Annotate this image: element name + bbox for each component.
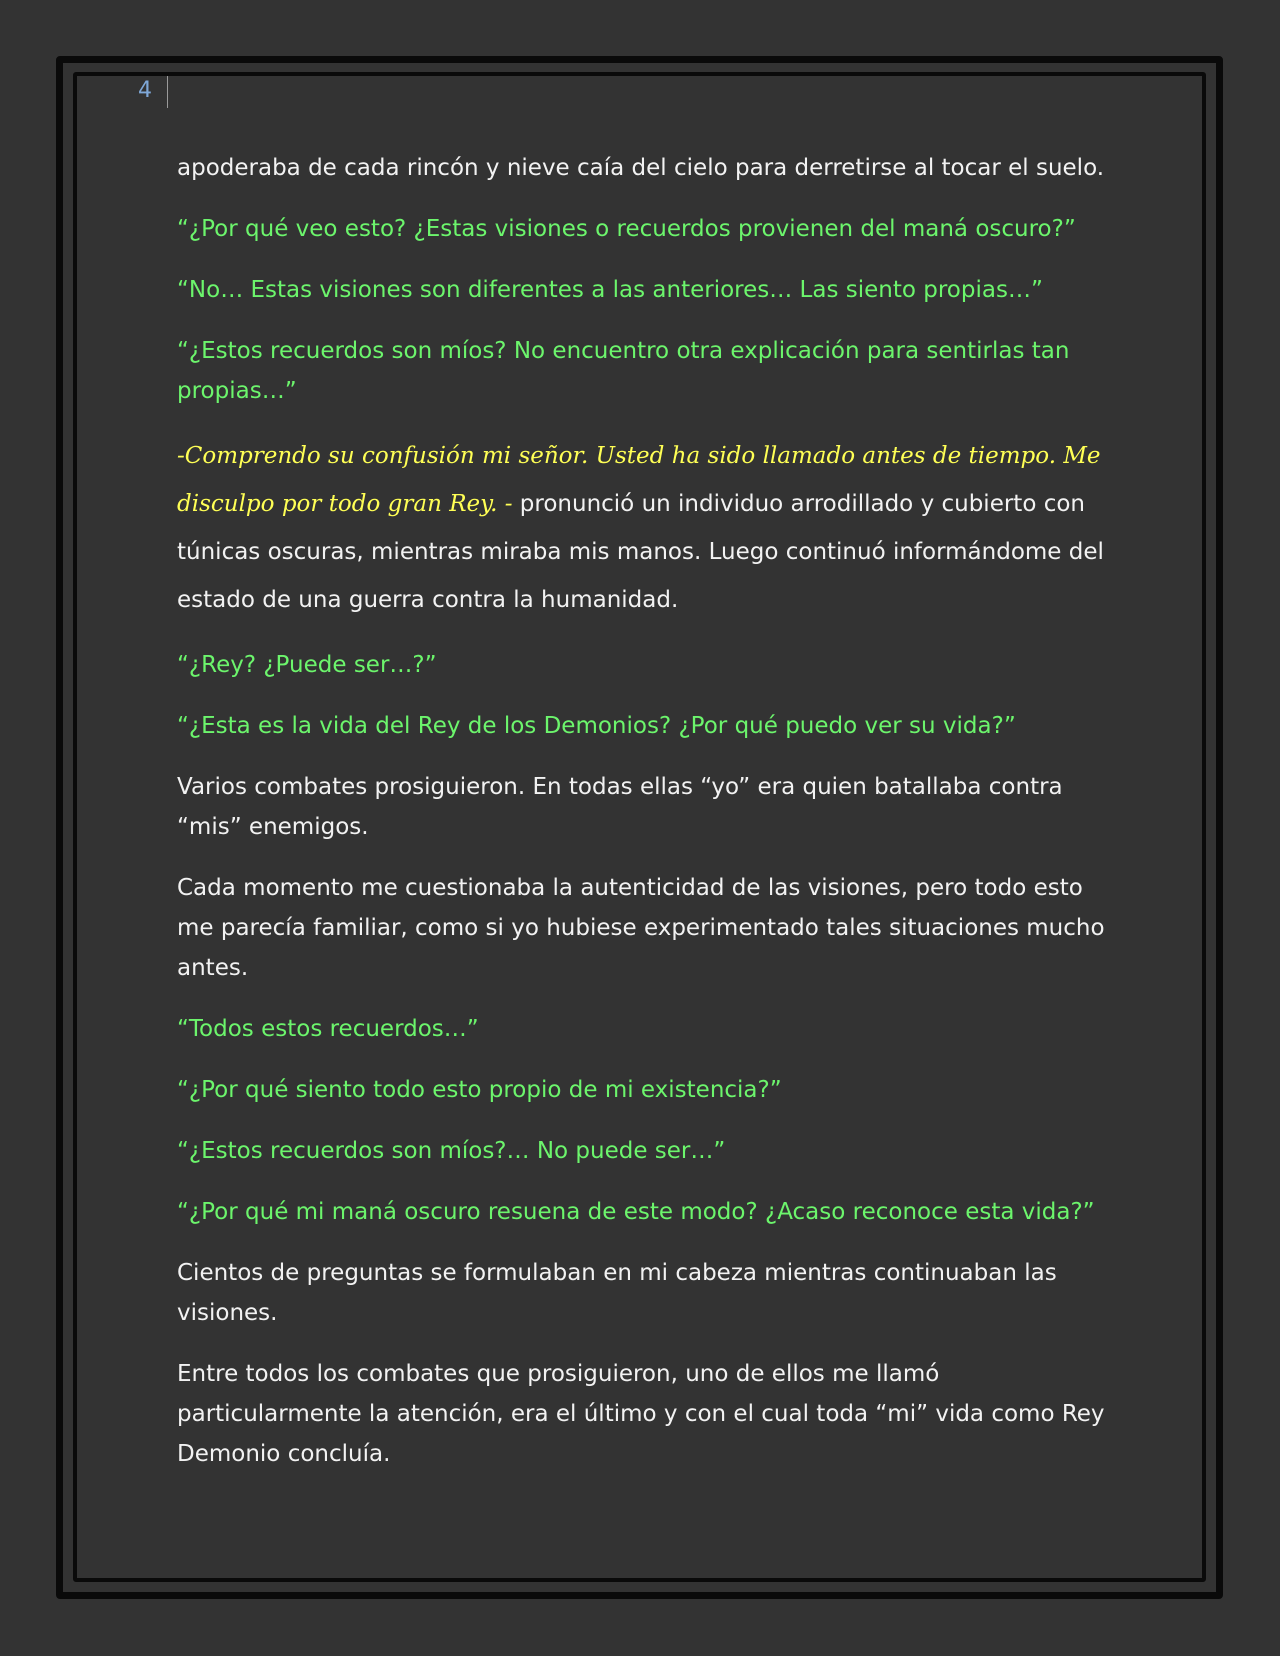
paragraph-narration: Varios combates prosiguieron. En todas ellas “yo” era quien batallaba contra “mis” enemigos. bbox=[177, 774, 1063, 840]
paragraph-thought: “¿Rey? ¿Puede ser…?” bbox=[177, 652, 437, 678]
dialogue-narration: pronunció un individuo arrodillado y cubierto con túnicas oscuras, mientras miraba mis manos. Luego continuó informándome del estado de una guerra contra la humanidad. bbox=[177, 491, 1104, 613]
paragraph-narration: Cientos de preguntas se formulaban en mi cabeza mientras continuaban las visiones. bbox=[177, 1260, 1057, 1326]
paragraph-thought: “¿Estos recuerdos son míos? No encuentro otra explicación para sentirlas tan propias…” bbox=[177, 338, 1070, 404]
page-body bbox=[177, 148, 1107, 1495]
paragraph-thought: “¿Estos recuerdos son míos?… No puede ser…” bbox=[177, 1138, 726, 1164]
paragraph-narration: Cada momento me cuestionaba la autenticidad de las visiones, pero todo esto me parecía familiar, como si yo hubiese experimentado tales situaciones mucho antes. bbox=[177, 875, 1105, 981]
paragraph-dialogue bbox=[177, 432, 1107, 624]
paragraph-thought: “¿Esta es la vida del Rey de los Demonios? ¿Por qué puedo ver su vida?” bbox=[177, 713, 1016, 739]
paragraph-narration: apoderaba de cada rincón y nieve caía del cielo para derretirse al tocar el suelo. bbox=[177, 155, 1105, 181]
paragraph-narration: Entre todos los combates que prosiguieron, uno de ellos me llamó particularmente la atención, era el último y con el cual toda “mi” vida como Rey Demonio concluía. bbox=[177, 1361, 1105, 1467]
paragraph-thought: “¿Por qué mi maná oscuro resuena de este modo? ¿Acaso reconoce esta vida?” bbox=[177, 1199, 1095, 1225]
page-number: 4 bbox=[138, 76, 168, 108]
paragraph-thought: “Todos estos recuerdos…” bbox=[177, 1016, 479, 1042]
paragraph-thought: “¿Por qué veo esto? ¿Estas visiones o recuerdos provienen del maná oscuro?” bbox=[177, 216, 1076, 242]
paragraph-thought: “¿Por qué siento todo esto propio de mi existencia?” bbox=[177, 1077, 782, 1103]
dialogue-speech: -Comprendo su confusión mi señor. Usted ha sido llamado antes de tiempo. Me disculpo por todo gran Rey. - bbox=[177, 443, 1101, 517]
paragraph-thought: “No… Estas visiones son diferentes a las anteriores… Las siento propias…” bbox=[177, 277, 1043, 303]
